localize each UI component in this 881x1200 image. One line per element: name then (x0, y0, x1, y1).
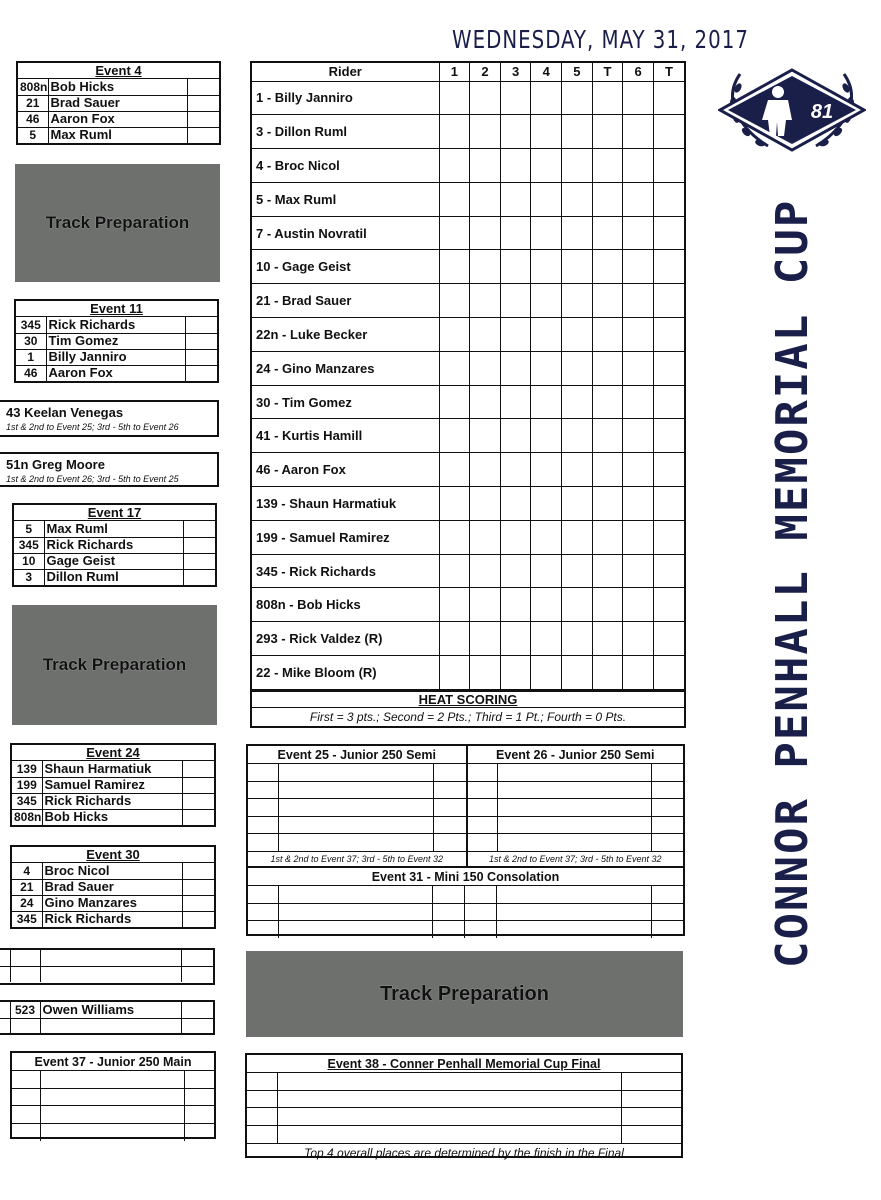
score-cell (653, 182, 684, 216)
rider-row (252, 250, 684, 284)
score-cell (531, 487, 562, 521)
score-cell (623, 487, 654, 521)
rider-name: 7 - Austin Novratil (252, 216, 439, 250)
score-cell (470, 250, 501, 284)
rider-name: 5 - Max Ruml (252, 182, 439, 216)
rider-name: 10 - Gage Geist (252, 250, 439, 284)
score-cell (470, 487, 501, 521)
score-cell (653, 453, 684, 487)
score-cell (592, 453, 623, 487)
score-cell (623, 622, 654, 656)
score-cell (439, 622, 470, 656)
table-row: 1 Billy Janniro (16, 349, 217, 365)
score-cell (500, 453, 531, 487)
event-17-box (12, 503, 217, 587)
event-30-box (10, 845, 216, 929)
event-11-box (14, 299, 219, 383)
rider-name: 199 - Samuel Ramirez (252, 520, 439, 554)
score-cell (592, 81, 623, 115)
score-cell (470, 149, 501, 183)
score-cell (623, 81, 654, 115)
rider-name: 30 - Tim Gomez (252, 385, 439, 419)
score-cell (531, 554, 562, 588)
event-26-box: Event 26 - Junior 250 Semi 1st & 2nd to Event 37; 3rd - 5th to Event 32 (466, 746, 684, 866)
score-cell (439, 250, 470, 284)
score-cell (470, 318, 501, 352)
score-cell (653, 385, 684, 419)
score-cell (531, 622, 562, 656)
table-row: 5 Max Ruml (18, 127, 219, 143)
score-cell (592, 182, 623, 216)
table-row: 808n Bob Hicks (18, 79, 219, 95)
score-cell (592, 115, 623, 149)
col-header: 6 (623, 63, 654, 81)
score-cell (439, 385, 470, 419)
score-cell (470, 554, 501, 588)
score-cell (623, 250, 654, 284)
score-cell (500, 284, 531, 318)
score-cell (562, 250, 593, 284)
score-cell (531, 351, 562, 385)
rider-name: 139 - Shaun Harmatiuk (252, 487, 439, 521)
score-cell (439, 182, 470, 216)
rider-row (252, 520, 684, 554)
event-title: Event 4 (18, 63, 219, 79)
score-cell (470, 216, 501, 250)
table-row: 808n Bob Hicks (12, 809, 214, 825)
heat-scoring-note: First = 3 pts.; Second = 2 Pts.; Third = 1 Pt.; Fourth = 0 Pts. (309, 709, 627, 724)
score-cell (653, 149, 684, 183)
score-cell (470, 588, 501, 622)
table-row: 3 Dillon Ruml (14, 569, 215, 585)
score-cell (500, 487, 531, 521)
rider-row (252, 385, 684, 419)
rider-row (252, 588, 684, 622)
score-cell (531, 250, 562, 284)
table-row: 4 Broc Nicol (12, 863, 214, 879)
table-row: 10 Gage Geist (14, 553, 215, 569)
score-cell (531, 419, 562, 453)
score-cell (592, 385, 623, 419)
score-cell (592, 250, 623, 284)
score-cell (653, 520, 684, 554)
score-cell (623, 520, 654, 554)
rider-name: 22n - Luke Becker (252, 318, 439, 352)
col-header: T (592, 63, 623, 81)
score-cell (470, 115, 501, 149)
score-cell (562, 588, 593, 622)
score-cell (500, 622, 531, 656)
rider-row (252, 149, 684, 183)
score-cell (439, 284, 470, 318)
score-cell (531, 588, 562, 622)
event-title: Event 17 (14, 505, 215, 521)
score-cell (653, 351, 684, 385)
score-cell (470, 385, 501, 419)
rider-name: 293 - Rick Valdez (R) (252, 622, 439, 656)
rider-name: 22 - Mike Bloom (R) (252, 656, 439, 690)
rider-row (252, 216, 684, 250)
table-row: 5 Max Ruml (14, 521, 215, 537)
score-cell (562, 182, 593, 216)
score-cell (562, 81, 593, 115)
rider-row (252, 182, 684, 216)
table-row: 21 Brad Sauer (12, 879, 214, 895)
score-cell (500, 115, 531, 149)
score-cell (623, 453, 654, 487)
rider-name: 808n - Bob Hicks (252, 588, 439, 622)
score-cell (470, 520, 501, 554)
event-title: Event 24 (12, 745, 214, 761)
score-cell (592, 149, 623, 183)
score-cell (500, 656, 531, 690)
event-title: Event 38 - Conner Penhall Memorial Cup Final (247, 1055, 681, 1073)
score-cell (531, 520, 562, 554)
score-cell (500, 588, 531, 622)
rider-name: 41 - Kurtis Hamill (252, 419, 439, 453)
score-cell (470, 182, 501, 216)
table-row: 345 Rick Richards (12, 911, 214, 927)
event-title: Event 25 - Junior 250 Semi (248, 746, 466, 764)
event-title: Event 30 (12, 847, 214, 863)
score-cell (439, 656, 470, 690)
score-cell (500, 554, 531, 588)
event-4-box (16, 61, 221, 145)
score-cell (439, 115, 470, 149)
score-cell (439, 487, 470, 521)
table-row: 139 Shaun Harmatiuk (12, 761, 214, 777)
final-note: Top 4 overall places are determined by the finish in the Final (247, 1143, 681, 1161)
event-title: Event 11 (16, 301, 217, 317)
score-cell (470, 656, 501, 690)
score-cell (439, 520, 470, 554)
rider-name: 1 - Billy Janniro (252, 81, 439, 115)
score-cell (531, 149, 562, 183)
score-cell (623, 115, 654, 149)
rider-row (252, 81, 684, 115)
score-cell (653, 115, 684, 149)
table-row: 21 Brad Sauer (18, 95, 219, 111)
col-header: 4 (531, 63, 562, 81)
score-cell (592, 520, 623, 554)
score-cell (562, 115, 593, 149)
score-cell (562, 520, 593, 554)
rider-name: 21 - Brad Sauer (252, 284, 439, 318)
score-cell (623, 419, 654, 453)
score-cell (592, 588, 623, 622)
scoring-grid (250, 61, 686, 728)
logo-number: 81 (810, 101, 834, 123)
score-cell (500, 216, 531, 250)
score-cell (439, 81, 470, 115)
table-row: 345 Rick Richards (12, 793, 214, 809)
event-title: Event 31 - Mini 150 Consolation (248, 868, 683, 886)
score-cell (439, 216, 470, 250)
rider-row (252, 487, 684, 521)
score-cell (439, 318, 470, 352)
score-cell (623, 385, 654, 419)
score-cell (623, 216, 654, 250)
track-preparation-block: Track Preparation (246, 951, 683, 1037)
col-header: 1 (439, 63, 470, 81)
rider-name: 24 - Gino Manzares (252, 351, 439, 385)
score-cell (592, 622, 623, 656)
score-cell (562, 656, 593, 690)
score-cell (439, 554, 470, 588)
score-cell (500, 182, 531, 216)
semis-box (246, 744, 685, 936)
rider-row (252, 419, 684, 453)
table-row: 46 Aaron Fox (16, 365, 217, 381)
score-cell (562, 149, 593, 183)
score-cell (592, 656, 623, 690)
rider-name: 345 - Rick Richards (252, 554, 439, 588)
rider-name: 4 - Broc Nicol (252, 149, 439, 183)
track-preparation-block: Track Preparation (15, 164, 220, 282)
heat-scoring-title: HEAT SCORING (252, 692, 684, 708)
score-cell (470, 453, 501, 487)
score-cell (653, 622, 684, 656)
score-cell (470, 419, 501, 453)
score-cell (653, 656, 684, 690)
score-cell (562, 453, 593, 487)
score-cell (562, 351, 593, 385)
col-header: T (653, 63, 684, 81)
score-cell (500, 250, 531, 284)
score-cell (500, 385, 531, 419)
table-row: 345 Rick Richards (16, 317, 217, 333)
score-cell (500, 81, 531, 115)
score-cell (439, 453, 470, 487)
score-cell (592, 487, 623, 521)
track-preparation-block: Track Preparation (12, 605, 217, 725)
col-header: Rider (252, 63, 439, 81)
score-cell (531, 81, 562, 115)
col-header: 5 (562, 63, 593, 81)
score-cell (531, 318, 562, 352)
score-cell (500, 149, 531, 183)
score-cell (439, 419, 470, 453)
keelan-venegas-box: 43 Keelan Venegas 1st & 2nd to Event 25; 3rd - 5th to Event 26 (0, 400, 219, 437)
score-cell (531, 182, 562, 216)
rider-row (252, 453, 684, 487)
score-cell (623, 318, 654, 352)
col-header: 2 (470, 63, 501, 81)
score-cell (562, 487, 593, 521)
score-cell (470, 622, 501, 656)
rider-row (252, 284, 684, 318)
score-cell (500, 419, 531, 453)
score-cell (623, 656, 654, 690)
score-cell (653, 419, 684, 453)
event-31-box (248, 866, 683, 938)
score-cell (653, 318, 684, 352)
vertical-title: CONNOR PENHALL MEMORIAL CUP (767, 198, 818, 968)
table-row: 30 Tim Gomez (16, 333, 217, 349)
score-cell (592, 318, 623, 352)
score-cell (470, 284, 501, 318)
score-cell (439, 588, 470, 622)
greg-moore-box: 51n Greg Moore 1st & 2nd to Event 26; 3rd - 5th to Event 25 (0, 452, 219, 487)
score-cell (439, 149, 470, 183)
score-cell (653, 81, 684, 115)
score-cell (592, 419, 623, 453)
score-cell (531, 284, 562, 318)
score-cell (653, 588, 684, 622)
rider-row (252, 554, 684, 588)
score-cell (500, 520, 531, 554)
score-cell (623, 554, 654, 588)
score-cell (653, 216, 684, 250)
event-title: Event 26 - Junior 250 Semi (468, 746, 684, 764)
score-cell (623, 149, 654, 183)
score-cell (531, 216, 562, 250)
rider-name: 3 - Dillon Ruml (252, 115, 439, 149)
score-cell (500, 318, 531, 352)
rider-row (252, 318, 684, 352)
score-cell (623, 182, 654, 216)
score-cell (470, 81, 501, 115)
score-cell (653, 554, 684, 588)
score-cell (470, 351, 501, 385)
score-cell (592, 216, 623, 250)
score-cell (531, 656, 562, 690)
score-cell (653, 250, 684, 284)
empty-entry-box (0, 948, 215, 985)
score-cell (531, 115, 562, 149)
score-cell (653, 487, 684, 521)
table-row: 24 Gino Manzares (12, 895, 214, 911)
score-cell (439, 351, 470, 385)
table-row: 345 Rick Richards (14, 537, 215, 553)
date-heading: WEDNESDAY, MAY 31, 2017 (452, 26, 749, 55)
rider-row (252, 351, 684, 385)
event-37-box (10, 1051, 216, 1139)
owen-williams-box (0, 1000, 215, 1035)
rider-row (252, 622, 684, 656)
score-cell (531, 385, 562, 419)
score-cell (562, 554, 593, 588)
table-row: 199 Samuel Ramirez (12, 777, 214, 793)
heat-scoring (252, 690, 684, 726)
score-cell (562, 318, 593, 352)
score-cell (623, 284, 654, 318)
event-25-box: Event 25 - Junior 250 Semi 1st & 2nd to Event 37; 3rd - 5th to Event 32 (248, 746, 466, 866)
score-cell (653, 284, 684, 318)
table-row: 46 Aaron Fox (18, 111, 219, 127)
rider-row (252, 656, 684, 690)
rider-diamond-laurel-logo-icon (718, 66, 866, 162)
event-title: Event 37 - Junior 250 Main (12, 1053, 214, 1071)
score-cell (562, 622, 593, 656)
score-cell (500, 351, 531, 385)
score-cell (623, 588, 654, 622)
score-cell (562, 284, 593, 318)
score-cell (562, 419, 593, 453)
score-cell (562, 385, 593, 419)
rider-row (252, 115, 684, 149)
score-cell (592, 284, 623, 318)
score-cell (623, 351, 654, 385)
rider-name: 46 - Aaron Fox (252, 453, 439, 487)
col-header: 3 (500, 63, 531, 81)
score-cell (562, 216, 593, 250)
event-38-box (245, 1053, 683, 1158)
score-cell (592, 351, 623, 385)
event-24-box (10, 743, 216, 827)
table-row: 523 Owen Williams (0, 1002, 213, 1018)
score-cell (531, 453, 562, 487)
score-cell (592, 554, 623, 588)
